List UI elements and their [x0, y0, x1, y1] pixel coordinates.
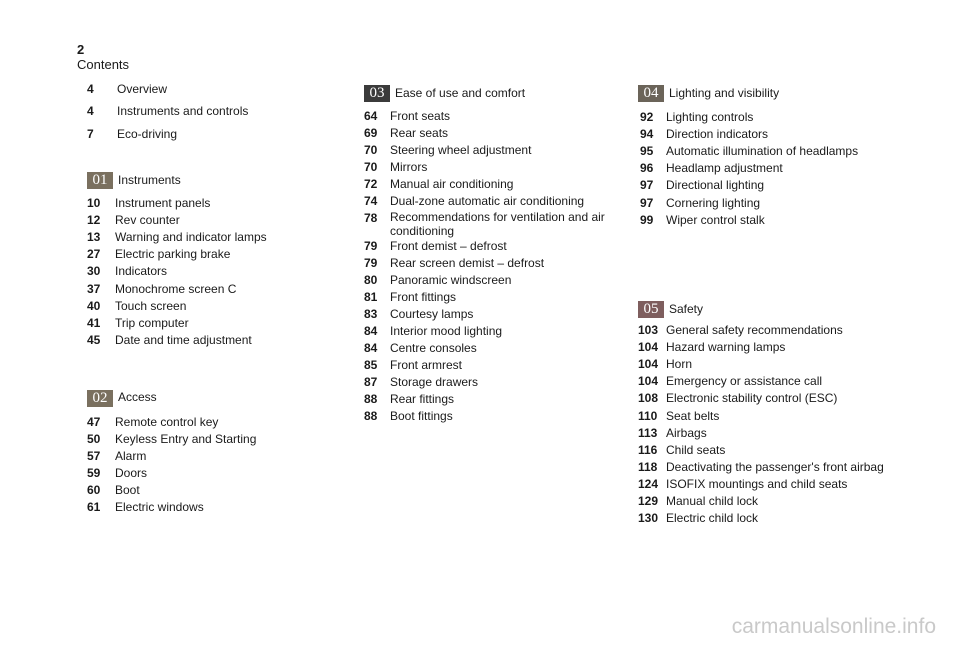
section-badge-01: 01 — [87, 172, 113, 189]
entry-title: General safety recommendations — [666, 323, 843, 337]
section-title-safety[interactable]: Safety — [669, 302, 704, 316]
page-number: 2 — [77, 42, 85, 57]
entry-title: Courtesy lamps — [390, 307, 474, 321]
page-ref: 103 — [638, 323, 659, 337]
page-ref: 79 — [364, 239, 378, 253]
page-ref: 108 — [638, 391, 659, 406]
entry-title: Boot fittings — [390, 409, 453, 423]
entry-title: Rear screen demist – defrost — [390, 256, 545, 270]
page-ref: 50 — [87, 432, 101, 446]
page-ref: 88 — [364, 392, 378, 406]
entry-title: Mirrors — [390, 160, 428, 174]
entry-title: Automatic illumination of headlamps — [666, 144, 859, 159]
entry-title: Horn — [666, 357, 693, 372]
entry-title: Front demist – defrost — [390, 239, 507, 253]
entry-title: Electric windows — [115, 500, 204, 514]
page-ref: 96 — [640, 161, 654, 176]
entry-title: Hazard warning lamps — [666, 340, 786, 355]
page-ref: 113 — [638, 425, 658, 440]
entry-title: Eco-driving — [117, 127, 178, 141]
entry-title: Front fittings — [390, 290, 457, 304]
entry-title: Alarm — [115, 449, 147, 463]
entry-title: Indicators — [115, 264, 168, 279]
page-ref: 84 — [364, 341, 378, 355]
section-title-comfort[interactable]: Ease of use and comfort — [395, 86, 526, 100]
page-ref: 87 — [364, 375, 378, 389]
entry-title: Keyless Entry and Starting — [115, 432, 257, 446]
entry-title: Lighting controls — [666, 110, 754, 124]
entry-title: Remote control key — [115, 415, 219, 429]
section-badge-02: 02 — [87, 390, 113, 407]
entry-title: ISOFIX mountings and child seats — [666, 476, 848, 491]
page-ref: 84 — [364, 324, 378, 338]
page-ref: 95 — [640, 144, 654, 159]
page-ref: 45 — [87, 332, 101, 347]
entry-title: Panoramic windscreen — [390, 273, 512, 287]
entry-title: Interior mood lighting — [390, 324, 503, 338]
entry-title: Front armrest — [390, 358, 463, 372]
section-badge-04: 04 — [638, 85, 664, 102]
entry-title: Airbags — [666, 425, 707, 440]
entry-title: Dual-zone automatic air conditioning — [390, 194, 585, 208]
page-ref: 64 — [364, 109, 378, 123]
section-badge-03: 03 — [364, 85, 390, 102]
page-ref: 97 — [640, 195, 654, 210]
page-ref: 70 — [364, 160, 378, 174]
page-header: Contents — [77, 57, 130, 72]
entry-title: Instruments and controls — [117, 104, 249, 118]
page-ref: 41 — [87, 315, 101, 330]
entry-title: Boot — [115, 483, 140, 497]
entry-title: Monochrome screen C — [115, 281, 237, 296]
page-ref: 88 — [364, 409, 378, 423]
entry-title: Manual air conditioning — [390, 177, 514, 191]
entry-title: Seat belts — [666, 408, 720, 423]
page-ref: 60 — [87, 483, 101, 497]
entry-title: Child seats — [666, 442, 726, 457]
entry-title: Steering wheel adjustment — [390, 143, 532, 157]
page-ref: 27 — [87, 247, 101, 262]
page-ref: 116 — [638, 442, 658, 457]
page-ref: 69 — [364, 126, 378, 140]
page-ref: 85 — [364, 358, 378, 372]
page-ref: 12 — [87, 213, 101, 228]
page-ref: 78 — [364, 211, 378, 225]
entry-title: Rear fittings — [390, 392, 455, 406]
entry-title: Instrument panels — [115, 196, 211, 210]
page-ref: 104 — [638, 340, 659, 355]
page-ref: 83 — [364, 307, 378, 321]
entry-title: Directional lighting — [666, 178, 765, 193]
entry-title: Trip computer — [115, 315, 189, 330]
page-ref: 80 — [364, 273, 378, 287]
page-ref: 70 — [364, 143, 378, 157]
page-ref: 130 — [638, 511, 659, 526]
section-title-access[interactable]: Access — [118, 390, 157, 404]
section-badge-05: 05 — [638, 301, 664, 318]
watermark: carmanualsonline.info — [731, 615, 936, 638]
section-title-instruments[interactable]: Instruments — [118, 173, 181, 187]
entry-title: Headlamp adjustment — [666, 161, 783, 176]
page-ref: 57 — [87, 449, 101, 463]
page-ref: 47 — [87, 415, 101, 429]
page-ref: 79 — [364, 256, 378, 270]
entry-title: Deactivating the passenger's front airbag — [666, 459, 884, 474]
section-title-lighting[interactable]: Lighting and visibility — [669, 86, 780, 100]
page-ref: 124 — [638, 476, 659, 491]
entry-title: Direction indicators — [666, 127, 769, 142]
page-ref: 99 — [640, 212, 654, 227]
page-ref: 110 — [638, 408, 658, 423]
entry-title: Date and time adjustment — [115, 332, 252, 347]
page-ref: 4 — [87, 104, 94, 118]
entry-title: Doors — [115, 466, 148, 480]
page-ref: 104 — [638, 374, 659, 389]
entry-title: Overview — [117, 82, 168, 96]
entry-title: Rev counter — [115, 213, 180, 228]
page-ref: 97 — [640, 178, 654, 193]
entry-title: Storage drawers — [390, 375, 479, 389]
page-ref: 61 — [87, 500, 101, 514]
entry-title: Touch screen — [115, 298, 187, 313]
page-ref: 59 — [87, 466, 101, 480]
page-ref: 129 — [638, 494, 659, 508]
page-ref: 74 — [364, 194, 378, 208]
entry-title: Emergency or assistance call — [666, 374, 823, 389]
page-ref: 81 — [364, 290, 378, 304]
page-ref: 30 — [87, 264, 101, 279]
entry-title: Electric parking brake — [115, 247, 231, 262]
page-ref: 10 — [87, 196, 101, 210]
page-ref: 92 — [640, 110, 654, 124]
page-ref: 118 — [638, 459, 658, 474]
entry-title: Manual child lock — [666, 494, 759, 508]
page-ref: 13 — [87, 230, 101, 245]
page-ref: 72 — [364, 177, 378, 191]
page-ref: 7 — [87, 127, 94, 141]
entry-title: Electric child lock — [666, 511, 759, 526]
entry-title: Front seats — [390, 109, 451, 123]
page-ref: 94 — [640, 127, 654, 142]
entry-title: Cornering lighting — [666, 195, 761, 210]
page-ref: 40 — [87, 298, 101, 313]
entry-title: Centre consoles — [390, 341, 477, 355]
entry-title: Wiper control stalk — [666, 212, 765, 227]
page-ref: 4 — [87, 82, 94, 96]
entry-title: Rear seats — [390, 126, 449, 140]
entry-title: Recommendations for ventilation and air conditioning — [390, 210, 605, 238]
page-ref: 104 — [638, 357, 659, 372]
entry-title: Warning and indicator lamps — [115, 230, 267, 245]
page-ref: 37 — [87, 281, 101, 296]
entry-title: Electronic stability control (ESC) — [666, 391, 838, 406]
